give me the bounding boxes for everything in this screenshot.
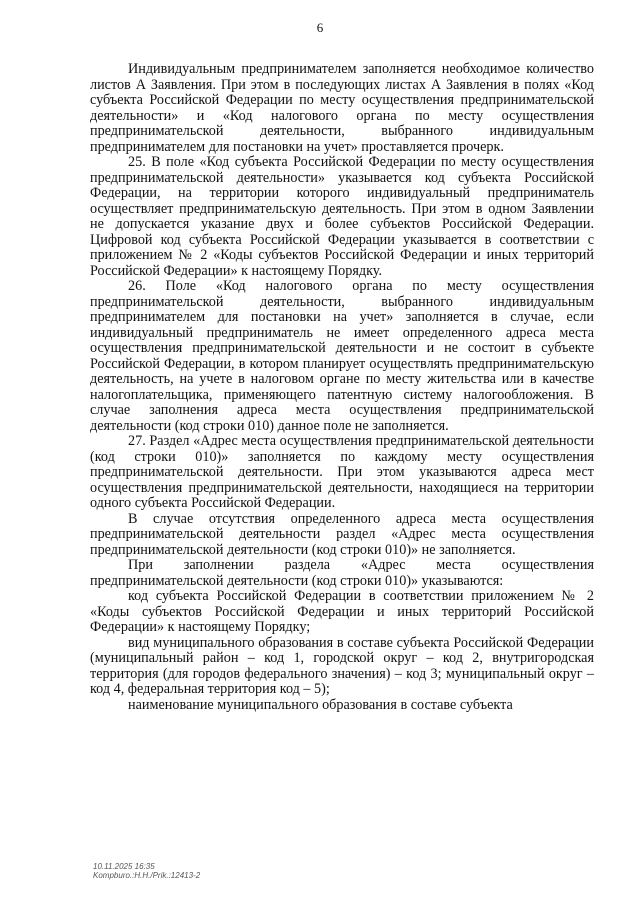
document-footer bbox=[93, 862, 200, 880]
paragraph-municipality-name: наименование муниципального образования в составе субъекта bbox=[128, 696, 513, 713]
paragraph-subject-code: код субъекта Российской Федерации в соответствии приложением № 2 «Коды субъектов Российской Федерации и иных территорий Российской Федерации» к настоящему Порядку; bbox=[90, 588, 594, 635]
footer-timestamp: 10.11.2025 16:35 bbox=[93, 862, 155, 871]
paragraph-no-address: В случае отсутствия определенного адреса места осуществления предпринимательской деятельности раздел «Адрес места осуществления предпринимательской деятельности (код строки 010)» не заполняется. bbox=[90, 510, 594, 558]
paragraph-26: 26. Поле «Код налогового органа по месту осуществления предпринимательской деятельности, выбранного индивидуальным предпринимателем для постановки на учет» заполняется в случае, если индивидуальный предприниматель не имеет определенного адреса места осуществления предпринимательской деятельности и не состоит в субъекте Российской Федерации, в котором планирует осуществлять предпринимательскую деятельность, на учете в налоговом органе по месту жительства или в качестве налогоплательщика, применяющего патентную систему налогообложения. В случае заполнения адреса места осуществления предпринимательской деятельности (код строки 010) данное поле не заполняется. bbox=[90, 278, 594, 434]
paragraph-25: 25. В поле «Код субъекта Российской Федерации по месту осуществления предпринимательской деятельности» указывается код субъекта Российской Федерации, на территории которого индивидуальный предприниматель осуществляет предпринимательскую деятельность. При этом в одном Заявлении не допускается указание двух и более субъектов Российской Федерации. Цифровой код субъекта Российской Федерации указывается в соответствии с приложением № 2 «Коды субъектов Российской Федерации и иных территорий Российской Федерации» к настоящему Порядку. bbox=[90, 154, 594, 279]
paragraph-27: 27. Раздел «Адрес места осуществления предпринимательской деятельности (код строки 010)» заполняется по каждому месту осуществления предпринимательской деятельности. При этом указываются адреса мест осуществления предпринимательской деятельности, находящиеся на территории одного субъекта Российской Федерации. bbox=[90, 433, 594, 511]
page-number: 6 bbox=[316, 20, 324, 35]
paragraph-continuation: Индивидуальным предпринимателем заполняется необходимое количество листов А Заявления. При этом в последующих листах А Заявления в полях «Код субъекта Российской Федерации по месту осуществления предпринимательской деятельности» и «Код налогового органа по месту осуществления предпринимательской деятельности, выбранного индивидуальным предпринимателем для постановки на учет» проставляется прочерк. bbox=[90, 61, 594, 155]
footer-source: Kompburo.:H.H./Prik.:12413-2 bbox=[93, 871, 201, 880]
document-body bbox=[90, 62, 594, 713]
paragraph-municipality-type: вид муниципального образования в составе субъекта Российской Федерации (муниципальный район – код 1, городской округ – код 2, внутригородская территория (для городов федерального значения) – код 3; муниципальный округ – код 4, федеральная территория код – 5); bbox=[90, 634, 594, 697]
paragraph-filling-intro: При заполнении раздела «Адрес места осуществления предпринимательской деятельности (код строки 010)» указываются: bbox=[90, 557, 594, 589]
